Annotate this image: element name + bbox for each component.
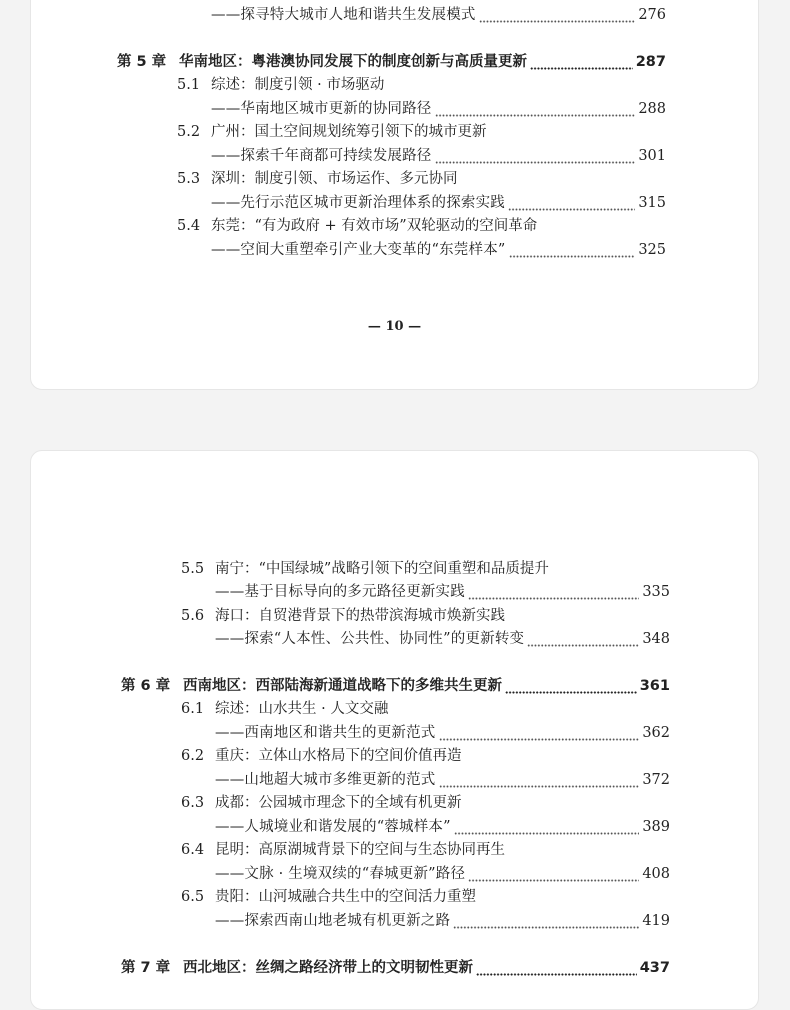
section-title: 重庆：立体山水格局下的空间价值再造 xyxy=(215,748,462,764)
dot-leader xyxy=(439,770,639,790)
chapter-title: 华南地区：粤港澳协同发展下的制度创新与高质量更新 xyxy=(179,54,527,70)
subtitle-text: ——基于目标导向的多元路径更新实践 xyxy=(215,584,465,600)
page-number: 361 xyxy=(639,678,670,694)
chapter-number: 第 6 章 xyxy=(121,678,171,694)
subtitle-text: ——探索西南山地老城有机更新之路 xyxy=(215,913,451,929)
page-number: 287 xyxy=(635,54,666,70)
section-number: 6.2 xyxy=(181,748,205,764)
page-number: 419 xyxy=(642,913,670,929)
page-number: 372 xyxy=(642,772,670,788)
section-title: 成都：公园城市理念下的全域有机更新 xyxy=(215,795,462,811)
subtitle-text: ——空间大重塑牵引产业大变革的“东莞样本” xyxy=(211,242,506,258)
section-number: 6.1 xyxy=(181,701,205,717)
chapter-title: 西北地区：丝绸之路经济带上的文明韧性更新 xyxy=(183,960,473,976)
dot-leader xyxy=(530,52,633,72)
section-title xyxy=(211,0,501,1)
section-number xyxy=(177,0,200,1)
page-number: 348 xyxy=(642,631,670,647)
section-number: 5.4 xyxy=(177,218,201,234)
dot-leader xyxy=(435,146,635,166)
page-number: 315 xyxy=(638,195,666,211)
section-title: 深圳：制度引领、市场运作、多元协同 xyxy=(211,171,458,187)
dot-leader xyxy=(439,723,639,743)
dot-leader xyxy=(468,864,639,884)
dot-leader xyxy=(509,240,635,260)
dot-leader xyxy=(527,629,639,649)
subtitle-text: ——探索“人本性、公共性、协同性”的更新转变 xyxy=(215,631,525,647)
page-number: 362 xyxy=(642,725,670,741)
page-number: 301 xyxy=(638,148,666,164)
dot-leader xyxy=(508,193,635,213)
subtitle-text: ——文脉 · 生境双续的“春城更新”路径 xyxy=(215,866,466,882)
dot-leader xyxy=(454,817,639,837)
section-number: 5.1 xyxy=(177,77,201,93)
section-number: 6.3 xyxy=(181,795,205,811)
page-number: 325 xyxy=(638,242,666,258)
chapter-number: 第 7 章 xyxy=(121,960,171,976)
section-number: 5.3 xyxy=(177,171,201,187)
section-title: 广州：国土空间规划统筹引领下的城市更新 xyxy=(211,124,487,140)
page-number: 437 xyxy=(639,960,670,976)
page-number: 276 xyxy=(638,7,666,23)
section-number: 6.4 xyxy=(181,842,205,858)
chapter-number: 第 5 章 xyxy=(117,54,167,70)
section-title: 综述：制度引领 · 市场驱动 xyxy=(211,77,385,93)
section-title: 南宁：“中国绿城”战略引领下的空间重塑和品质提升 xyxy=(215,561,549,577)
subtitle-text: ——华南地区城市更新的协同路径 xyxy=(211,101,432,117)
dot-leader xyxy=(505,676,637,696)
section-number: 6.5 xyxy=(181,889,205,905)
dot-leader xyxy=(476,958,637,978)
chapter-title: 西南地区：西部陆海新通道战略下的多维共生更新 xyxy=(183,678,502,694)
subtitle-text: ——探索千年商都可持续发展路径 xyxy=(211,148,432,164)
subtitle-text: ——先行示范区城市更新治理体系的探索实践 xyxy=(211,195,505,211)
page-number: 408 xyxy=(642,866,670,882)
section-title: 综述：山水共生 · 人文交融 xyxy=(215,701,389,717)
toc-page-11 xyxy=(30,450,759,1010)
dot-leader xyxy=(468,582,639,602)
subtitle-text: ——西南地区和谐共生的更新范式 xyxy=(215,725,436,741)
section-number: 5.2 xyxy=(177,124,201,140)
section-number: 5.6 xyxy=(181,608,205,624)
subtitle-text: ——人城境业和谐发展的“蓉城样本” xyxy=(215,819,451,835)
subtitle-text: ——探寻特大城市人地和谐共生发展模式 xyxy=(211,7,476,23)
page-number: 335 xyxy=(642,584,670,600)
section-title: 昆明：高原湖城背景下的空间与生态协同再生 xyxy=(215,842,505,858)
subtitle-text: ——山地超大城市多维更新的范式 xyxy=(215,772,436,788)
section-title: 贵阳：山河城融合共生中的空间活力重塑 xyxy=(215,889,476,905)
page-number: 389 xyxy=(642,819,670,835)
toc-page-10 xyxy=(30,0,759,390)
section-title: 海口：自贸港背景下的热带滨海城市焕新实践 xyxy=(215,608,505,624)
dot-leader xyxy=(453,911,639,931)
dot-leader xyxy=(435,99,635,119)
page-number: 288 xyxy=(638,101,666,117)
section-number: 5.5 xyxy=(181,561,205,577)
dot-leader xyxy=(479,5,635,25)
section-title: 东莞：“有为政府 + 有效市场”双轮驱动的空间革命 xyxy=(211,218,538,234)
page-number-footer: — 10 — xyxy=(367,319,422,334)
